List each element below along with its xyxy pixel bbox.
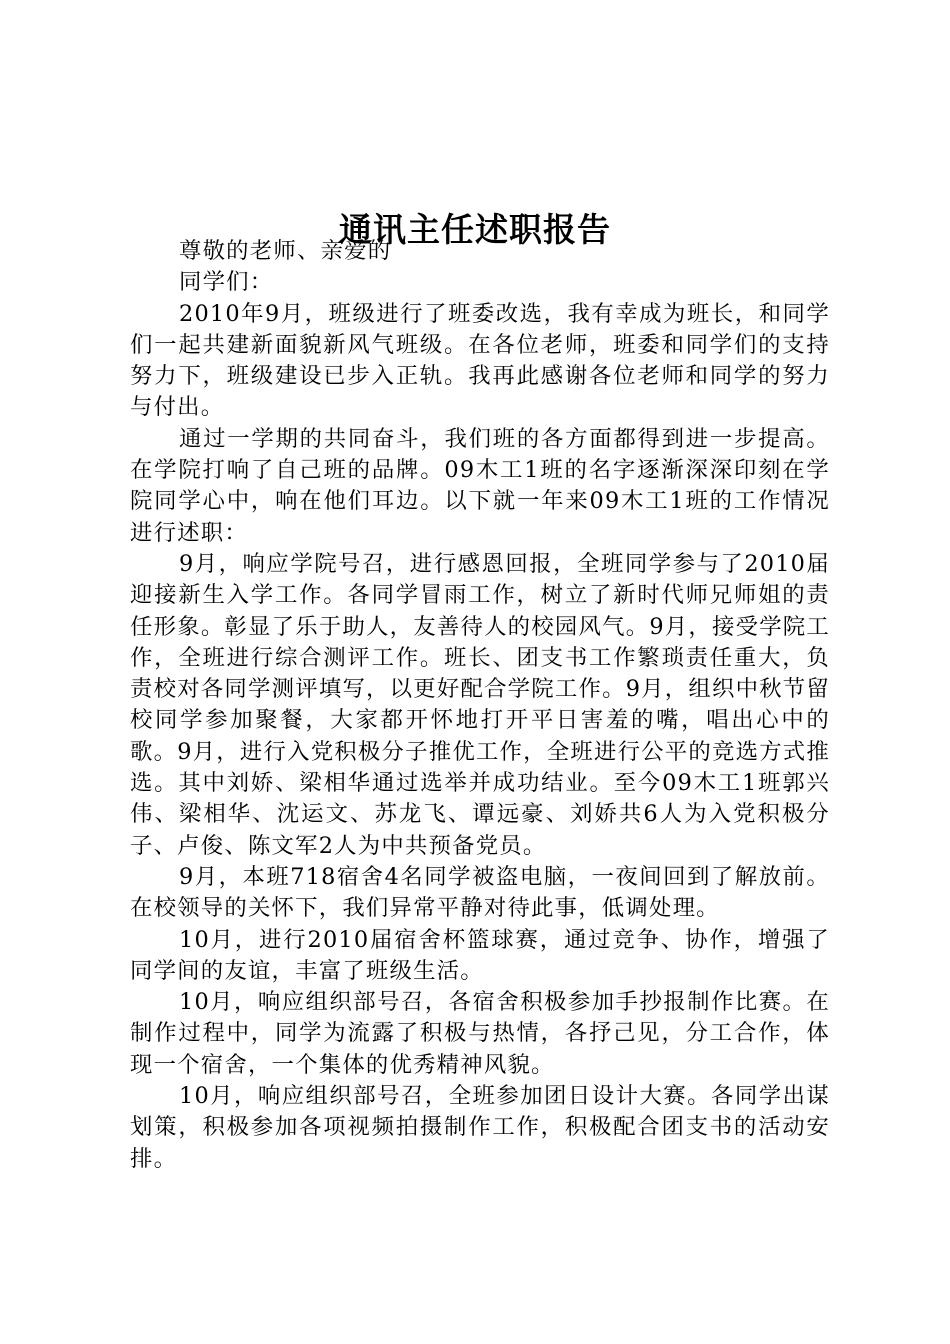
salutation-line-2: 同学们： bbox=[179, 269, 274, 296]
body-paragraph: 10月，响应组织部号召，全班参加团日设计大赛。各同学出谋划策，积极参加各项视频拍摄制作工作，积极配合团支书的活动安排。 bbox=[130, 1083, 830, 1172]
salutation-line-1: 尊敬的老师、亲爱的 bbox=[179, 238, 392, 264]
body-paragraph: 2010年9月，班级进行了班委改选，我有幸成为班长，和同学们一起共建新面貌新风气班级。在各位老师，班委和同学们的支持努力下，班级建设已步入正轨。我再此感谢各位老师和同学的努力与付出。 bbox=[130, 300, 830, 421]
document-body bbox=[130, 236, 830, 1175]
body-paragraph: 9月，本班718宿舍4名同学被盗电脑，一夜间回到了解放前。在校领导的关怀下，我们异常平静对待此事，低调处理。 bbox=[130, 863, 830, 922]
body-paragraph: 9月，响应学院号召，进行感恩回报，全班同学参与了2010届迎接新生入学工作。各同学冒雨工作，树立了新时代师兄师姐的责任形象。彰显了乐于助人，友善待人的校园风气。9月，接受学院工作，全班进行综合测评工作。班长、团支书工作繁琐责任重大，负责校对各同学测评填写，以更好配合学院工作。9月，组织中秋节留校同学参加聚餐，大家都开怀地打开平日害羞的嘴，唱出心中的歌。9月，进行入党积极分子推优工作，全班进行公平的竞选方式推选。其中刘娇、梁相华通过选举并成功结业。至今09木工1班郭兴伟、梁相华、沈运文、苏龙飞、谭远豪、刘娇共6人为入党积极分子、卢俊、陈文军2人为中共预备党员。 bbox=[130, 550, 830, 859]
body-paragraph: 10月，响应组织部号召，各宿舍积极参加手抄报制作比赛。在制作过程中，同学为流露了积极与热情，各抒己见，分工合作，体现一个宿舍，一个集体的优秀精神风貌。 bbox=[130, 989, 830, 1078]
body-paragraph: 10月，进行2010届宿舍杯篮球赛，通过竞争、协作，增强了同学间的友谊，丰富了班级生活。 bbox=[130, 926, 830, 984]
document-title: 通讯主任述职报告 bbox=[339, 210, 611, 250]
body-paragraph: 通过一学期的共同奋斗，我们班的各方面都得到进一步提高。在学院打响了自己班的品牌。09木工1班的名字逐渐深深印刻在学院同学心中，响在他们耳边。以下就一年来09木工1班的工作情况进行述职： bbox=[130, 425, 830, 546]
